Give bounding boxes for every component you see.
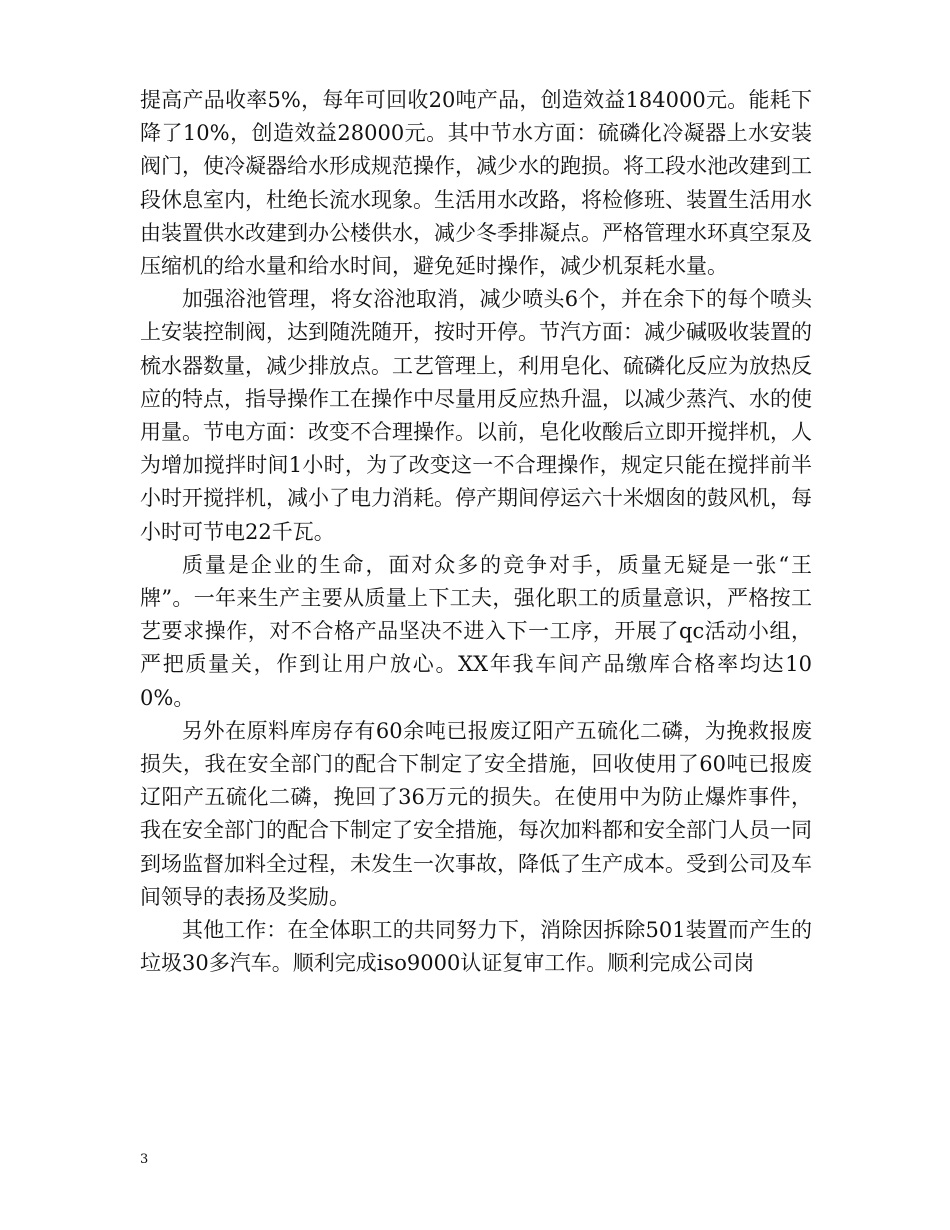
document-body: [140, 84, 812, 980]
paragraph-2: 加强浴池管理，将女浴池取消，减少喷头6个，并在余下的每个喷头上安装控制阀，达到随洗随开，按时开停。节汽方面：减少碱吸收装置的梳水器数量，减少排放点。工艺管理上，利用皂化、硫磷化反应为放热反应的特点，指导操作工在操作中尽量用反应热升温，以减少蒸汽、水的使用量。节电方面：改变不合理操作。以前，皂化收酸后立即开搅拌机，人为增加搅拌时间1小时，为了改变这一不合理操作，规定只能在搅拌前半小时开搅拌机，减小了电力消耗。停产期间停运六十米烟囱的鼓风机，每小时可节电22千瓦。: [140, 287, 812, 544]
paragraph-4: 另外在原料库房存有60余吨已报废辽阳产五硫化二磷，为挽救报废损失，我在安全部门的配合下制定了安全措施，回收使用了60吨已报废辽阳产五硫化二磷，挽回了36万元的损失。在使用中为防止爆炸事件，我在安全部门的配合下制定了安全措施，每次加料都和安全部门人员一同到场监督加料全过程，未发生一次事故，降低了生产成本。受到公司及车间领导的表扬及奖励。: [140, 718, 812, 909]
page-number: 3: [140, 1152, 149, 1167]
paragraph-3: 质量是企业的生命，面对众多的竞争对手，质量无疑是一张“王牌”。一年来生产主要从质量上下工夫，强化职工的质量意识，严格按工艺要求操作，对不合格产品坚决不进入下一工序，开展了qc活动小组，严把质量关，作到让用户放心。XX年我车间产品缴库合格率均达100%。: [140, 552, 812, 710]
paragraph-5: 其他工作：在全体职工的共同努力下，消除因拆除501装置而产生的垃圾30多汽车。顺利完成iso9000认证复审工作。顺利完成公司岗: [140, 918, 812, 976]
paragraph-1: 提高产品收率5%，每年可回收20吨产品，创造效益184000元。能耗下降了10%，创造效益28000元。其中节水方面：硫磷化冷凝器上水安装阀门，使冷凝器给水形成规范操作，减少水的跑损。将工段水池改建到工段休息室内，杜绝长流水现象。生活用水改路，将检修班、装置生活用水由装置供水改建到办公楼供水，减少冬季排凝点。严格管理水环真空泵及压缩机的给水量和给水时间，避免延时操作，减少机泵耗水量。: [140, 88, 812, 279]
